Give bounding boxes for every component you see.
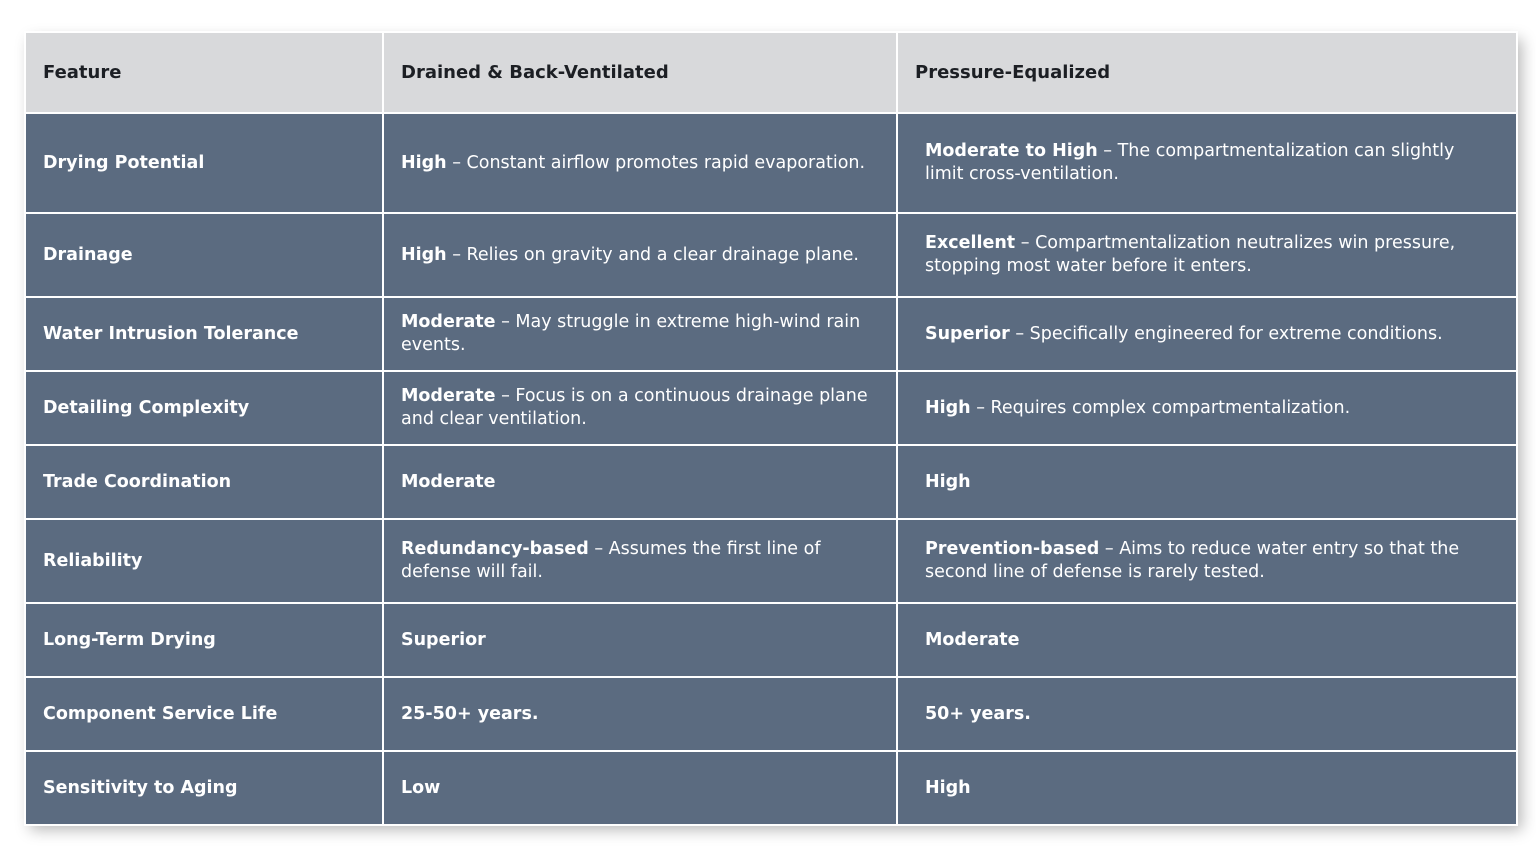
drained-rating: Superior — [401, 629, 486, 650]
pressure-cell — [897, 113, 1517, 213]
pressure-rating: Prevention-based — [925, 539, 1100, 559]
table-row — [25, 603, 1517, 677]
drained-description: – May struggle in extreme high-wind rain events. — [401, 312, 861, 355]
drained-cell — [383, 371, 897, 445]
header-feature: Feature — [25, 32, 383, 113]
pressure-cell — [897, 677, 1517, 751]
drained-rating: Moderate — [401, 471, 496, 492]
header-pressure-equalized: Pressure-Equalized — [897, 32, 1517, 113]
pressure-description: – Aims to reduce water entry so that the second line of defense is rarely tested. — [925, 539, 1460, 582]
table-header-row — [25, 32, 1517, 113]
comparison-table-container — [24, 31, 1516, 822]
pressure-rating: 50+ years. — [925, 703, 1031, 724]
drained-rating: High — [401, 244, 447, 265]
drained-cell — [383, 751, 897, 825]
feature-cell: Trade Coordination — [25, 445, 383, 519]
pressure-rating: Excellent — [925, 233, 1016, 253]
pressure-cell — [897, 213, 1517, 297]
drained-cell — [383, 213, 897, 297]
comparison-table — [24, 31, 1518, 826]
feature-cell: Detailing Complexity — [25, 371, 383, 445]
table-row — [25, 677, 1517, 751]
pressure-cell — [897, 519, 1517, 603]
pressure-rating: Moderate to High — [925, 141, 1098, 161]
feature-cell: Drainage — [25, 213, 383, 297]
drained-cell — [383, 113, 897, 213]
table-row — [25, 297, 1517, 371]
drained-rating: Redundancy-based — [401, 539, 589, 559]
feature-cell: Water Intrusion Tolerance — [25, 297, 383, 371]
drained-rating: High — [401, 152, 447, 173]
table-row — [25, 213, 1517, 297]
header-drained-back-ventilated: Drained & Back-Ventilated — [383, 32, 897, 113]
drained-rating: 25-50+ years. — [401, 703, 539, 724]
feature-cell: Reliability — [25, 519, 383, 603]
feature-cell: Component Service Life — [25, 677, 383, 751]
feature-cell: Long-Term Drying — [25, 603, 383, 677]
drained-cell — [383, 677, 897, 751]
drained-rating: Moderate — [401, 386, 496, 406]
drained-description: – Relies on gravity and a clear drainage plane. — [446, 244, 859, 265]
drained-cell — [383, 603, 897, 677]
pressure-description: – The compartmentalization can slightly limit cross-ventilation. — [925, 141, 1455, 184]
pressure-rating: High — [925, 471, 971, 492]
table-row — [25, 445, 1517, 519]
pressure-rating: Moderate — [925, 629, 1020, 650]
table-row — [25, 113, 1517, 213]
drained-cell — [383, 445, 897, 519]
pressure-cell — [897, 751, 1517, 825]
pressure-description: – Requires complex compartmentalization. — [970, 397, 1351, 418]
pressure-cell — [897, 297, 1517, 371]
table-row — [25, 519, 1517, 603]
pressure-rating: High — [925, 777, 971, 798]
pressure-rating: Superior — [925, 323, 1010, 344]
table-row — [25, 371, 1517, 445]
drained-cell — [383, 297, 897, 371]
drained-rating: Low — [401, 777, 441, 798]
drained-description: – Constant airflow promotes rapid evaporation. — [446, 152, 866, 173]
pressure-cell — [897, 445, 1517, 519]
feature-cell: Drying Potential — [25, 113, 383, 213]
feature-cell: Sensitivity to Aging — [25, 751, 383, 825]
pressure-description: – Compartmentalization neutralizes win pressure, stopping most water before it enters. — [925, 233, 1456, 276]
drained-description: – Focus is on a continuous drainage plane and clear ventilation. — [401, 386, 868, 429]
table-row — [25, 751, 1517, 825]
pressure-cell — [897, 371, 1517, 445]
pressure-description: – Specifically engineered for extreme conditions. — [1009, 323, 1443, 344]
pressure-cell — [897, 603, 1517, 677]
pressure-rating: High — [925, 397, 971, 418]
drained-description: – Assumes the first line of defense will fail. — [401, 539, 821, 582]
drained-cell — [383, 519, 897, 603]
drained-rating: Moderate — [401, 312, 496, 332]
